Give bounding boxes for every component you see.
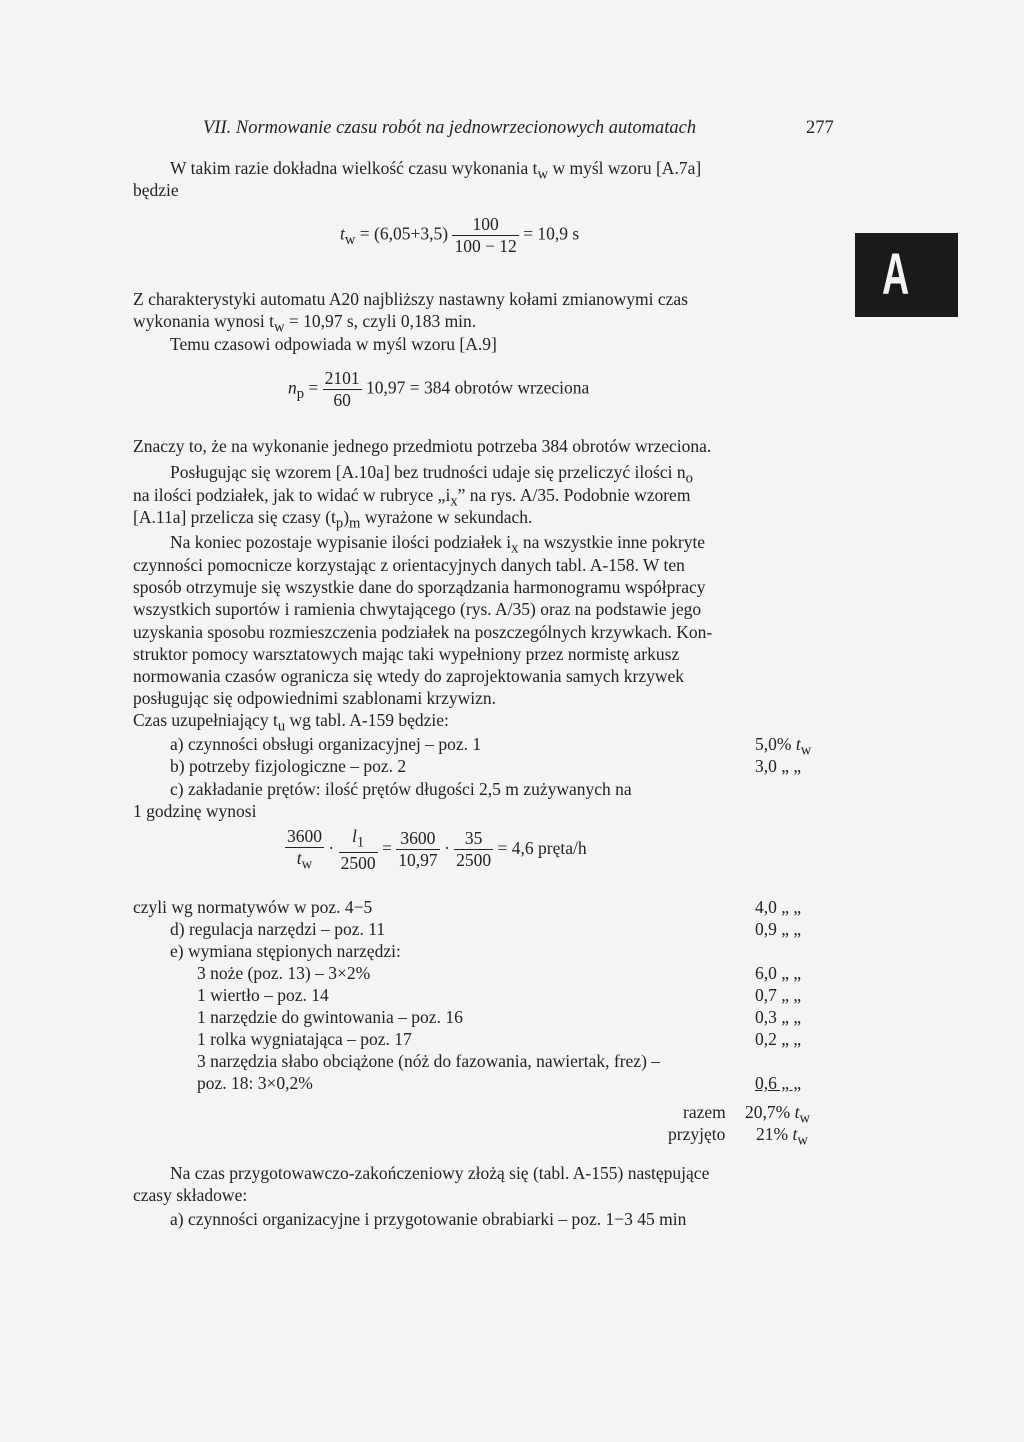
text-line: Znaczy to, że na wykonanie jednego przedmiotu potrzeba 384 obrotów wrzeciona. bbox=[133, 436, 712, 456]
fraction: $\frac{l_1}{2500}$ bbox=[340, 826, 376, 873]
text-line: sposób otrzymuje się wszystkie dane do sporządzania harmonogramu współpracy bbox=[133, 577, 706, 597]
equation-tw: $t_w = (6,05+3,5)$ $\frac{100}{100 - 12}$ = 10,9 s bbox=[340, 214, 580, 256]
list-item-value: 0,6 „ „ bbox=[755, 1073, 802, 1093]
list-item-value: 4,0 „ „ bbox=[755, 897, 802, 917]
page-number: 277 bbox=[806, 118, 834, 138]
list-item-value: 0,3 „ „ bbox=[755, 1007, 802, 1027]
list-item-label: 1 narzędzie do gwintowania – poz. 16 bbox=[197, 1007, 463, 1027]
list-item-value: 0,7 „ „ bbox=[755, 985, 802, 1005]
text-line: czynności pomocnicze korzystając z orientacyjnych danych tabl. A-158. W ten bbox=[133, 555, 685, 575]
list-item-label: 3 narzędzia słabo obciążone (nóż do fazowania, nawiertak, frez) – bbox=[197, 1051, 661, 1071]
list-item-value: 6,0 „ „ bbox=[755, 963, 802, 983]
fraction: $\frac{100}{100 - 12}$ bbox=[454, 214, 517, 256]
list-item-label: a) czynności obsługi organizacyjnej – poz. 1 bbox=[170, 734, 482, 754]
equation-bars-per-hour: $\frac{3600}{t_w}$ · $\frac{l_1}{2500}$ = $\frac{3600}{10,97}$ · $\frac{35}{2500}$ = 4,6 pręta/h bbox=[287, 826, 587, 873]
fraction: $\frac{3600}{t_w}$ bbox=[287, 826, 322, 873]
text-line: uzyskania sposobu rozmieszczenia podziałek na poszczególnych krzywkach. Kon- bbox=[133, 622, 713, 642]
list-item-label: poz. 18: 3×0,2% bbox=[197, 1073, 313, 1093]
text-line: Na koniec pozostaje wypisanie ilości podziałek $i_x$ na wszystkie inne pokryte bbox=[170, 532, 706, 557]
text-line: Posługując się wzorem [A.10a] bez trudności udaje się przeliczyć ilości $n_o$ bbox=[170, 462, 693, 487]
text-line: na ilości podziałek, jak to widać w rubryce $„i_x$” na rys. A/35. Podobnie wzorem bbox=[133, 485, 691, 510]
text-line: Czas uzupełniający $t_u$ wg tabl. A-159 będzie: bbox=[133, 710, 449, 735]
section-tab-letter: A bbox=[882, 242, 910, 307]
text-line: struktor pomocy warsztatowych mając taki wypełniony przez normistę arkusz bbox=[133, 644, 680, 664]
accepted-value: 21% $t_w$ bbox=[756, 1124, 808, 1149]
text-line: Na czas przygotowawczo-zakończeniowy złożą się (tabl. A-155) następujące bbox=[170, 1163, 710, 1183]
text-line: 1 godzinę wynosi bbox=[133, 801, 257, 821]
text-line: Z charakterystyki automatu A20 najbliższy nastawny kołami zmianowymi czas bbox=[133, 289, 688, 309]
section-tab-marker bbox=[855, 233, 958, 317]
text-line: posługując się odpowiednimi szablonami krzywizn. bbox=[133, 688, 497, 708]
list-item-label: d) regulacja narzędzi – poz. 11 bbox=[170, 919, 386, 939]
text-line: a) czynności organizacyjne i przygotowanie obrabiarki – poz. 1−3 45 min bbox=[170, 1209, 687, 1229]
list-item-label: czyli wg normatywów w poz. 4−5 bbox=[133, 897, 373, 917]
fraction: $\frac{35}{2500}$ bbox=[456, 828, 492, 871]
total-label: razem bbox=[683, 1102, 726, 1122]
text-line: wszystkich suportów i ramienia chwytającego (rys. A/35) oraz na podstawie jego bbox=[133, 599, 702, 619]
list-item-label: b) potrzeby fizjologiczne – poz. 2 bbox=[170, 756, 407, 776]
equation-np: $n_p$ = $\frac{2101}{60}$ 10,97 = 384 obrotów wrzeciona bbox=[288, 368, 590, 410]
text-line: czasy składowe: bbox=[133, 1185, 248, 1205]
text-line: normowania czasów ogranicza się wtedy do zaprojektowania samych krzywek bbox=[133, 666, 685, 686]
list-item-label: c) zakładanie prętów: ilość prętów długości 2,5 m zużywanych na bbox=[170, 779, 632, 799]
list-item-value: 5,0% $t_w$ bbox=[755, 734, 812, 759]
list-item-value: 3,0 „ „ bbox=[755, 756, 802, 776]
list-item-value: 0,9 „ „ bbox=[755, 919, 802, 939]
text-line: [A.11a] przelicza się czasy $(t_p)_m$ wyrażone w sekundach. bbox=[133, 507, 533, 532]
list-item-label: 1 rolka wygniatająca – poz. 17 bbox=[197, 1029, 412, 1049]
total-value: 20,7% $t_w$ bbox=[745, 1102, 810, 1127]
list-item-label: 1 wiertło – poz. 14 bbox=[197, 985, 329, 1005]
list-item-label: e) wymiana stępionych narzędzi: bbox=[170, 941, 401, 961]
list-item-label: 3 noże (poz. 13) – 3×2% bbox=[197, 963, 371, 983]
text-line: W takim razie dokładna wielkość czasu wykonania $t_w$ w myśl wzoru [A.7a] bbox=[170, 158, 702, 183]
text-line: będzie bbox=[133, 180, 179, 200]
text-line: Temu czasowi odpowiada w myśl wzoru [A.9] bbox=[170, 334, 497, 354]
fraction: $\frac{3600}{10,97}$ bbox=[398, 828, 438, 871]
list-item-value: 0,2 „ „ bbox=[755, 1029, 802, 1049]
accepted-label: przyjęto bbox=[668, 1124, 726, 1144]
text-line: wykonania wynosi $t_w = 10,97$ s, czyli 0,183 min. bbox=[133, 311, 477, 336]
fraction: $\frac{2101}{60}$ bbox=[324, 368, 360, 410]
running-header: VII. Normowanie czasu robót na jednowrzecionowych automatach bbox=[203, 118, 697, 138]
